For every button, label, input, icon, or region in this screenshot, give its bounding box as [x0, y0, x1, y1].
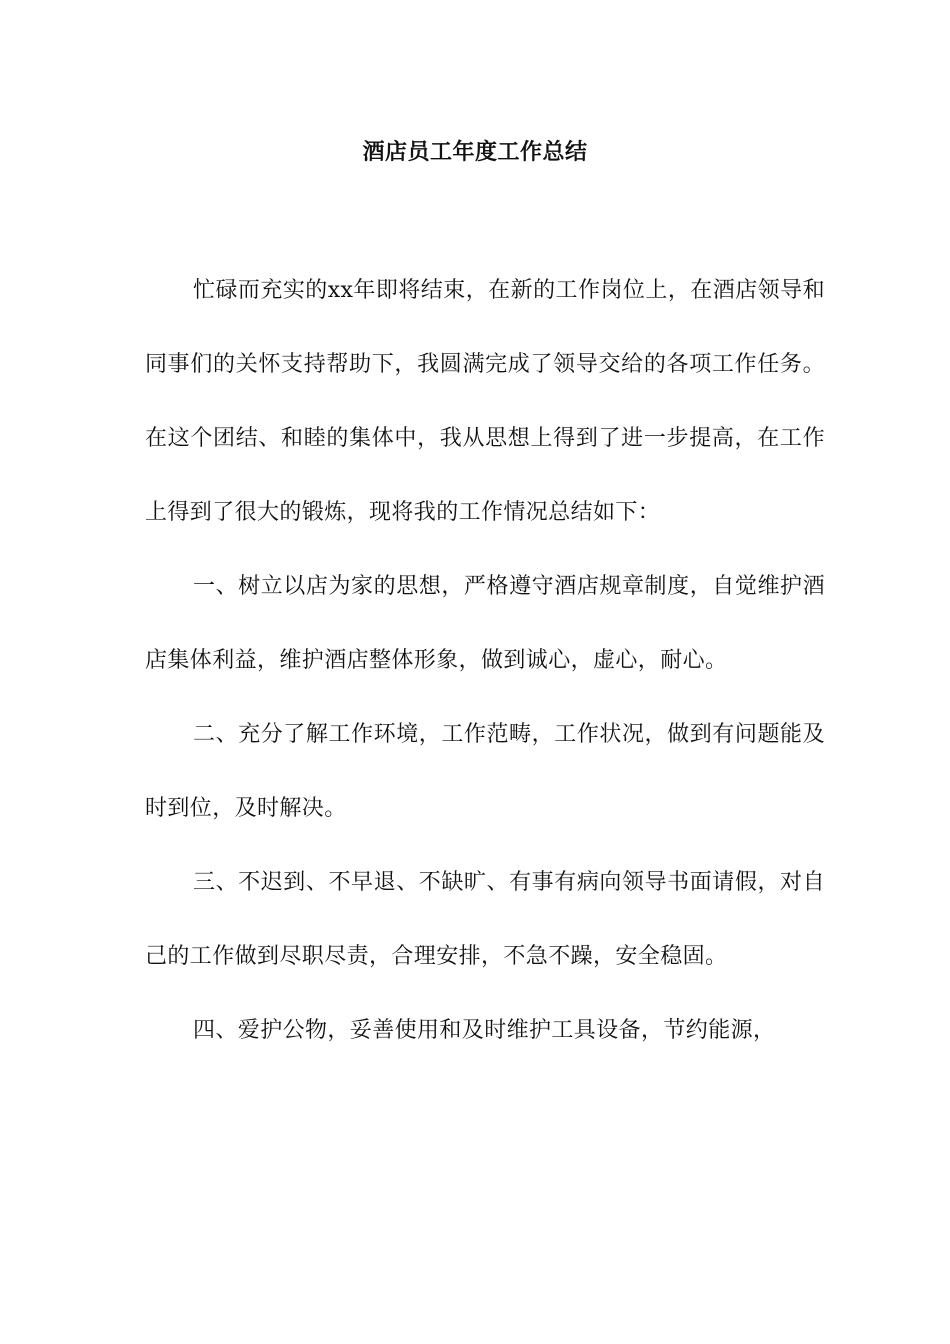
paragraph-point-3: 三、不迟到、不早退、不缺旷、有事有病向领导书面请假，对自己的工作做到尽职尽责，合理安排，不急不躁，安全稳固。 [145, 870, 825, 969]
paragraph-point-2: 二、充分了解工作环境，工作范畴，工作状况，做到有问题能及时到位，及时解决。 [145, 722, 825, 821]
document-body [145, 254, 825, 1068]
paragraph-point-1: 一、树立以店为家的思想，严格遵守酒店规章制度，自觉维护酒店集体利益，维护酒店整体形象，做到诚心，虚心，耐心。 [145, 574, 825, 673]
paragraph-intro: 忙碌而充实的xx年即将结束，在新的工作岗位上，在酒店领导和同事们的关怀支持帮助下，我圆满完成了领导交给的各项工作任务。在这个团结、和睦的集体中，我从思想上得到了进一步提高，在工作上得到了很大的锻炼，现将我的工作情况总结如下： [145, 278, 825, 525]
document-title: 酒店员工年度工作总结 [362, 139, 588, 165]
paragraph-point-4: 四、爱护公物，妥善使用和及时维护工具设备，节约能源， [193, 1018, 776, 1043]
